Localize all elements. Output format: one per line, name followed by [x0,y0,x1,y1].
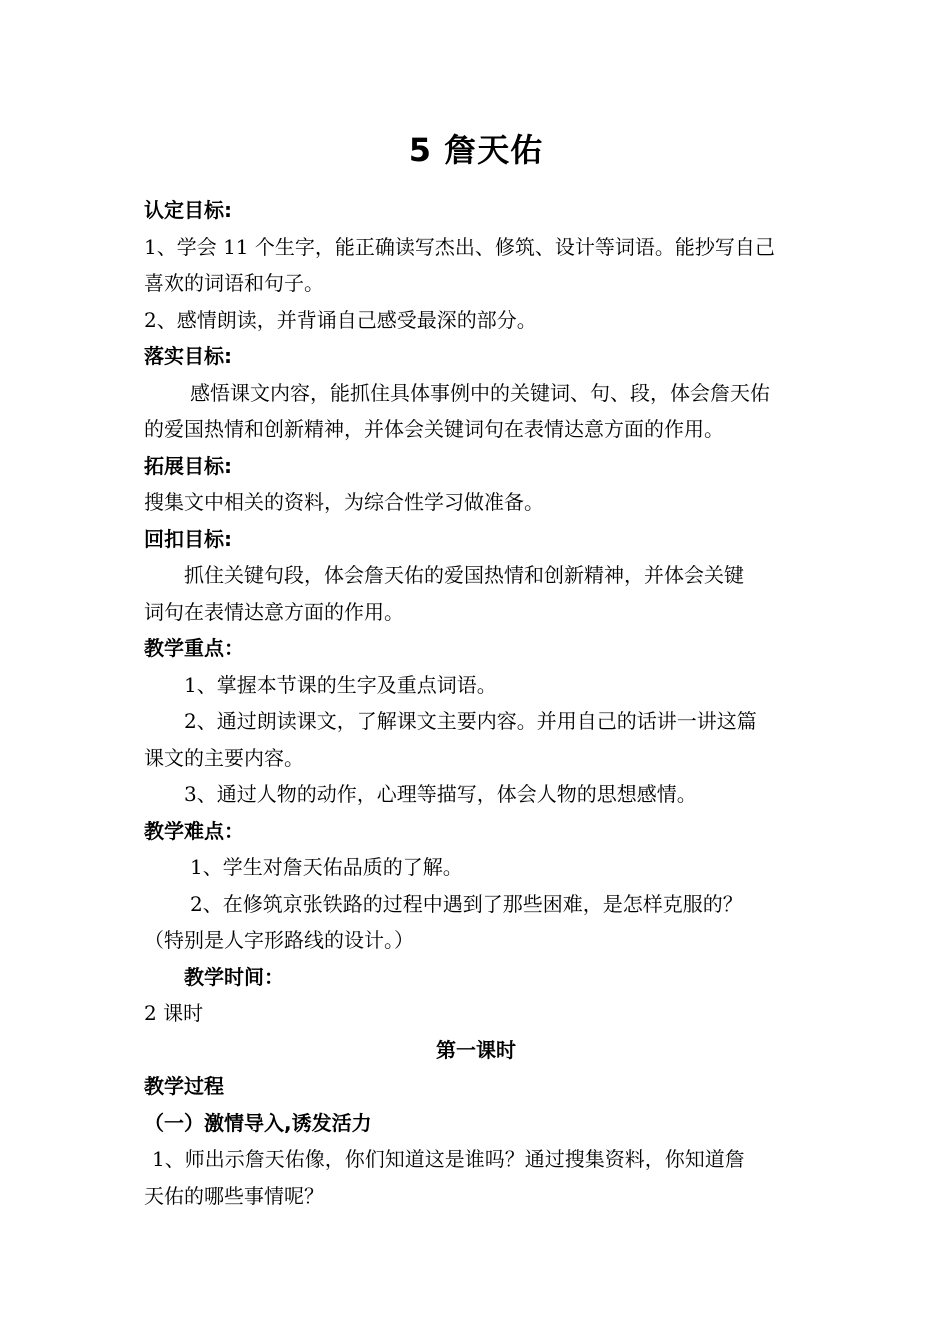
paragraph-line: 词句在表情达意方面的作用。 [144,599,404,624]
section-heading-goals: 认定目标: [144,198,232,222]
document-title: 5 詹天佑 [408,131,544,169]
list-item: 2、通过朗读课文，了解课文主要内容。并用自己的话讲一讲这篇 [184,709,757,733]
section-heading-review: 回扣目标: [144,526,232,551]
lesson-heading: 第一课时 [436,1037,516,1062]
subsection-heading: （一）激情导入,诱发活力 [144,1110,372,1135]
paragraph-line: 天佑的哪些事情呢？ [144,1183,324,1208]
paragraph-line: 抓住关键句段，体会詹天佑的爱国热情和创新精神，并体会关键 [184,563,744,587]
paragraph-line: 课文的主要内容。 [144,745,304,770]
section-heading-extension: 拓展目标: [144,453,232,478]
paragraph-line: 的爱国热情和创新精神，并体会关键词句在表情达意方面的作用。 [144,417,724,441]
list-item: 3、通过人物的动作，心理等描写，体会人物的思想感情。 [184,782,697,806]
document-body [144,128,808,1214]
section-heading-implementation: 落实目标: [144,344,232,368]
section-heading-key-points: 教学重点： [144,636,244,660]
list-item: 2、在修筑京张铁路的过程中遇到了那些困难，是怎样克服的？ [190,891,743,916]
paragraph-line: 搜集文中相关的资料，为综合性学习做准备。 [144,490,544,514]
section-heading-process: 教学过程 [144,1074,224,1098]
paragraph-line: （特别是人字形路线的设计。） [144,928,414,952]
paragraph-line: 感悟课文内容，能抓住具体事例中的关键词、句、段，体会詹天佑 [190,380,770,405]
list-item: 1、学生对詹天佑品质的了解。 [190,855,463,879]
section-heading-time: 教学时间： [184,964,284,989]
paragraph-line: 2 课时 [144,1001,204,1025]
list-item: 1、掌握本节课的生字及重点词语。 [184,672,497,697]
section-heading-difficulties: 教学难点： [144,818,244,843]
paragraph-line: 2、感情朗读，并背诵自己感受最深的部分。 [144,307,537,332]
paragraph-line: 1、学会 11 个生字，能正确读写杰出、修筑、设计等词语。能抄写自己 [144,234,775,259]
paragraph-line: 喜欢的词语和句子。 [144,271,324,295]
list-item: 1、师出示詹天佑像，你们知道这是谁吗？通过搜集资料，你知道詹 [152,1147,745,1171]
